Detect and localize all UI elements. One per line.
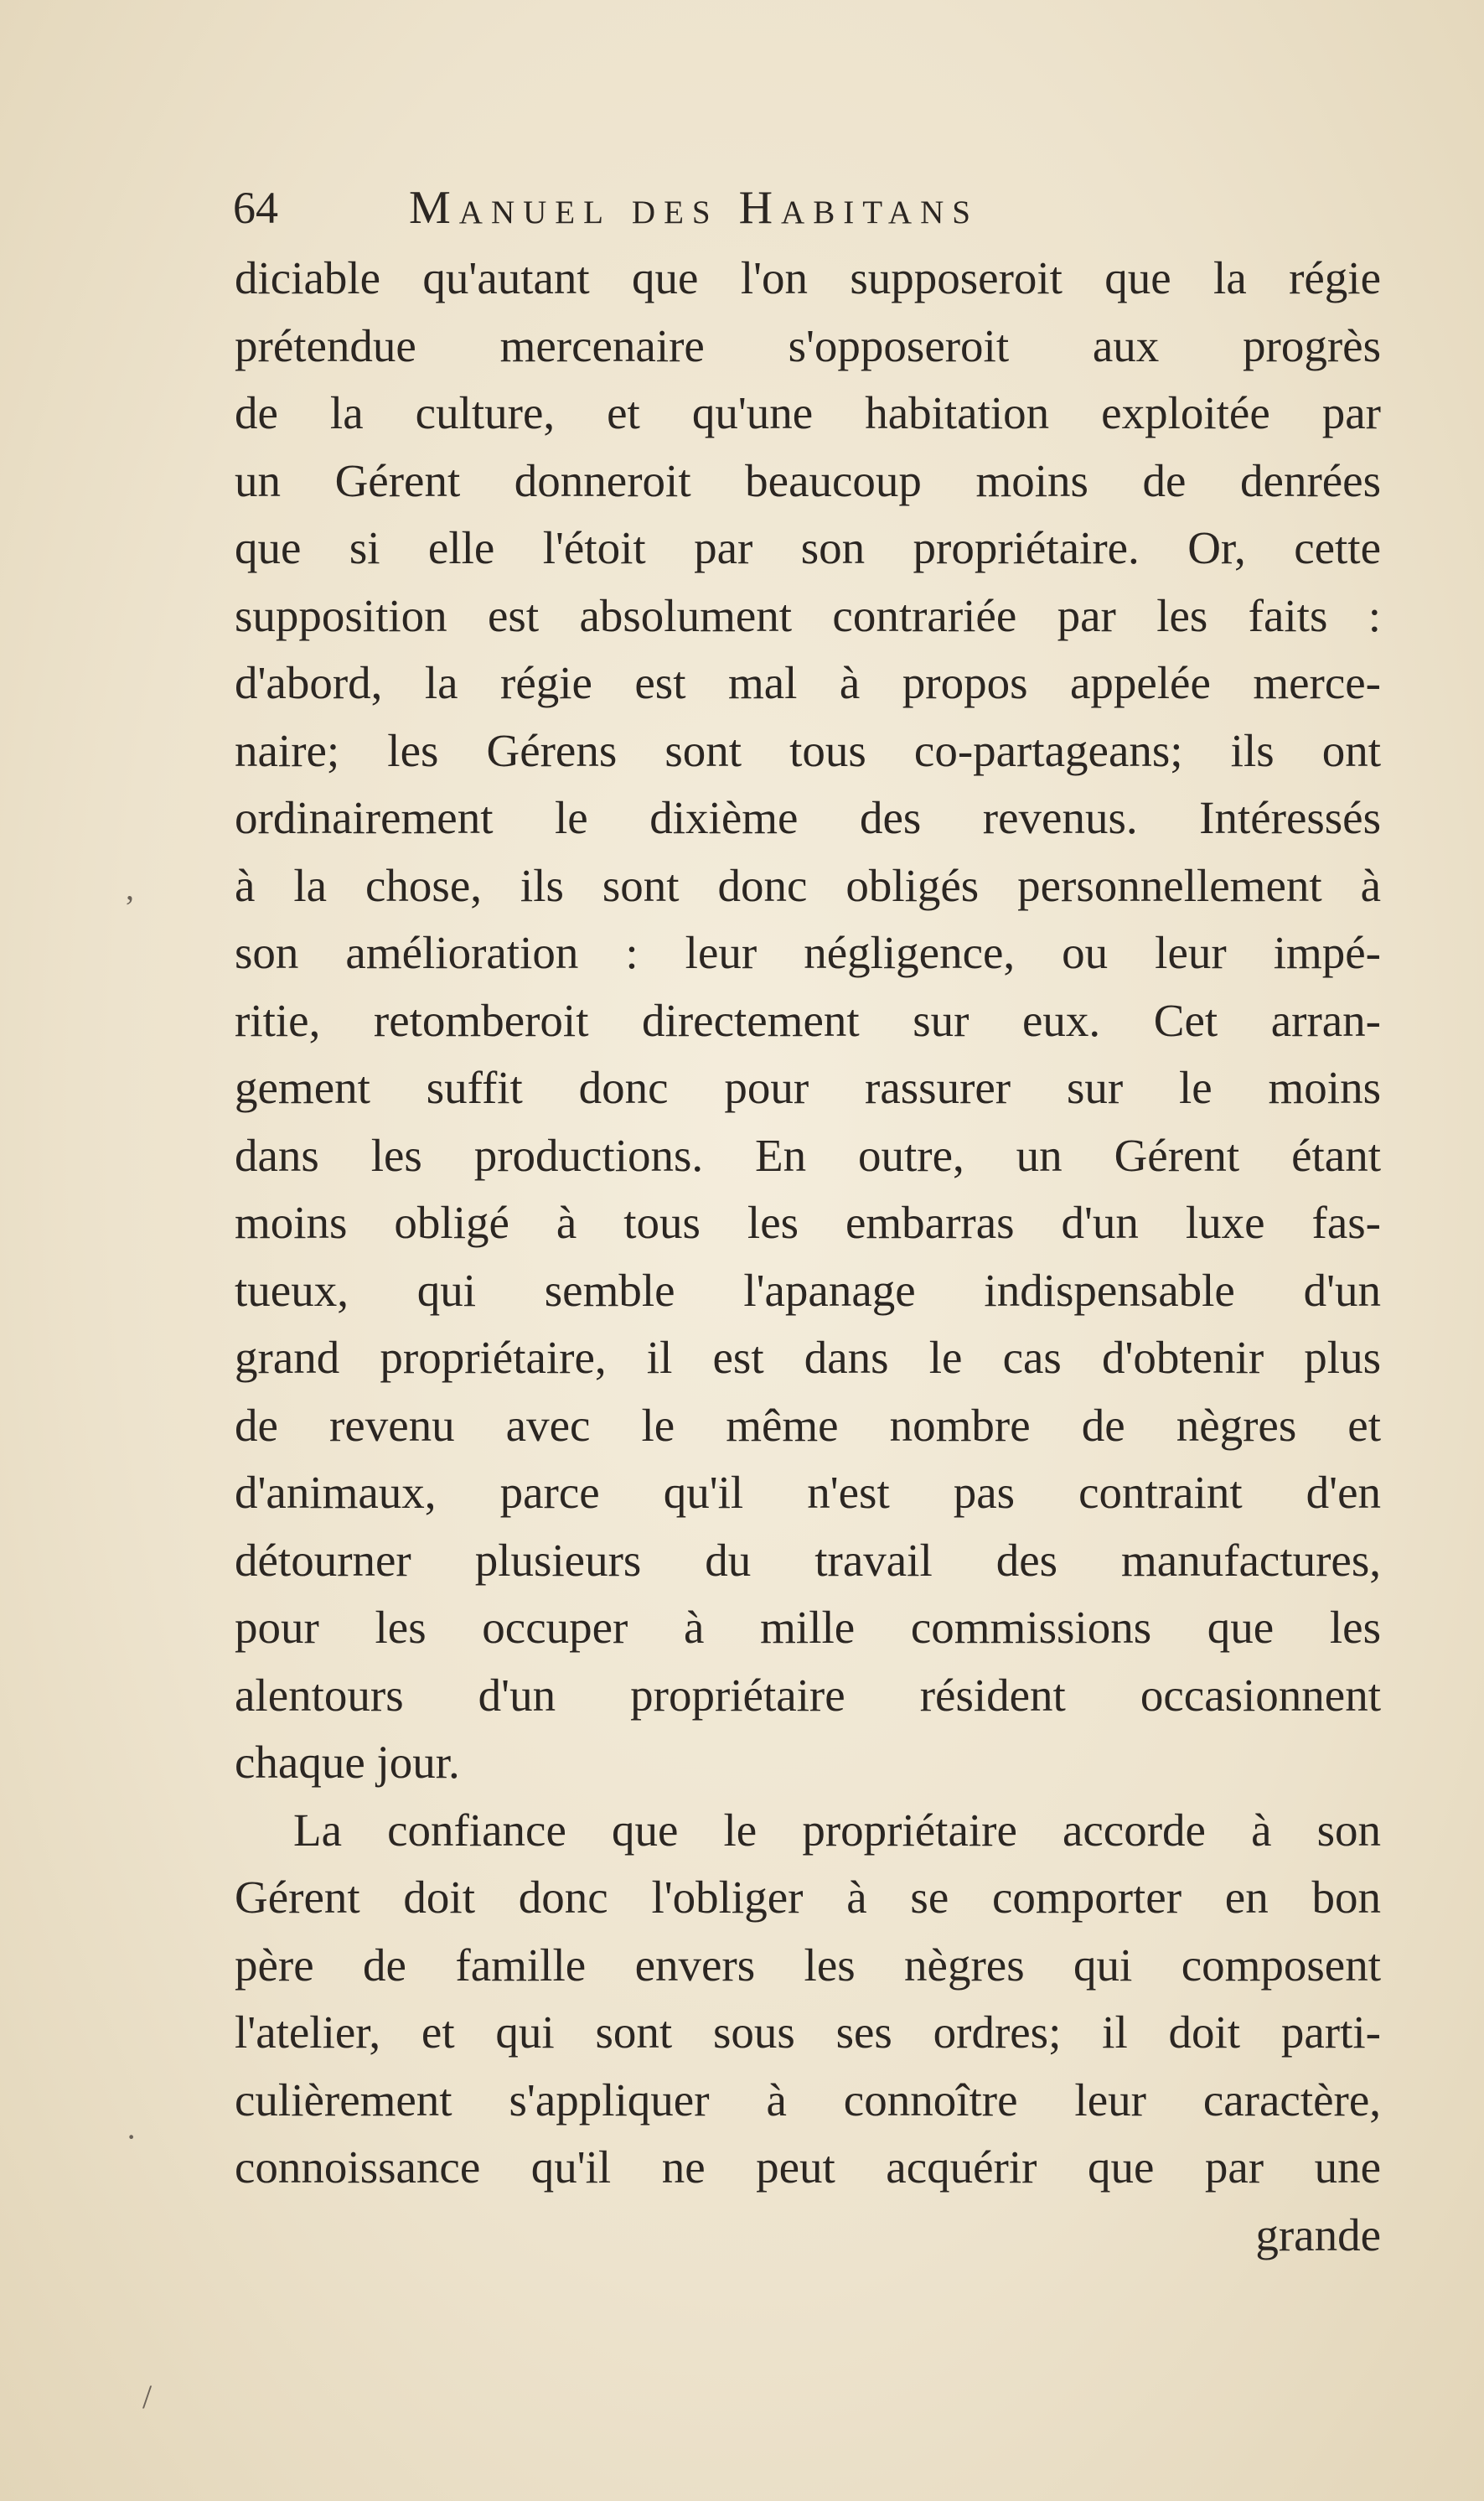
text-line: d'abord, la régie est mal à propos appelée merce- <box>235 657 1381 708</box>
margin-mark: · <box>126 2118 137 2156</box>
text-line: grand propriétaire, il est dans le cas d'obtenir plus <box>235 1332 1381 1383</box>
text-line: Gérent doit donc l'obliger à se comporter en bon <box>235 1872 1381 1923</box>
text-line: l'atelier, et qui sont sous ses ordres; il doit parti- <box>235 2006 1381 2058</box>
running-title: Manuel des Habitans <box>409 182 979 234</box>
text-line: père de famille envers les nègres qui composent <box>235 1939 1381 1991</box>
text-line: d'animaux, parce qu'il n'est pas contraint d'en <box>235 1467 1381 1518</box>
text-line: La confiance que le propriétaire accorde à son <box>293 1804 1381 1856</box>
text-line: prétendue mercenaire s'opposeroit aux progrès <box>235 319 1381 371</box>
text-line: dans les productions. En outre, un Gérent étant <box>235 1129 1381 1181</box>
text-block <box>235 245 1381 2269</box>
text-line: naire; les Gérens sont tous co-partageans; ils ont <box>235 724 1381 776</box>
margin-mark: / <box>142 2378 153 2416</box>
catchword: grande <box>1255 2208 1381 2260</box>
text-line: culièrement s'appliquer à connoître leur caractère, <box>235 2074 1381 2126</box>
text-line: connoissance qu'il ne peut acquérir que par une <box>235 2141 1381 2193</box>
text-line: un Gérent donneroit beaucoup moins de denrées <box>235 454 1381 506</box>
text-line: ritie, retomberoit directement sur eux. Cet arran- <box>235 994 1381 1046</box>
text-line: de revenu avec le même nombre de nègres et <box>235 1399 1381 1451</box>
text-line: tueux, qui semble l'apanage indispensable d'un <box>235 1264 1381 1316</box>
margin-mark: , <box>126 869 134 907</box>
paragraph-1 <box>235 245 1381 1797</box>
text-line: moins obligé à tous les embarras d'un luxe fas- <box>235 1197 1381 1248</box>
text-line: de la culture, et qu'une habitation exploitée par <box>235 387 1381 438</box>
text-line: chaque jour. <box>235 1737 460 1788</box>
text-line: diciable qu'autant que l'on supposeroit que la régie <box>235 252 1381 303</box>
text-line: alentours d'un propriétaire résident occasionnent <box>235 1669 1381 1721</box>
text-line: son amélioration : leur négligence, ou leur impé- <box>235 927 1381 978</box>
text-line: gement suffit donc pour rassurer sur le moins <box>235 1062 1381 1113</box>
running-head <box>233 174 1205 241</box>
paragraph-2 <box>235 1797 1381 2202</box>
text-line: ordinairement le dixième des revenus. Intéressés <box>235 792 1381 843</box>
text-line: que si elle l'étoit par son propriétaire. Or, cette <box>235 522 1381 573</box>
page-number: 64 <box>233 183 278 233</box>
text-line: pour les occuper à mille commissions que les <box>235 1602 1381 1653</box>
text-line: supposition est absolument contrariée par les faits : <box>235 589 1381 641</box>
text-line: à la chose, ils sont donc obligés personnellement à <box>235 859 1381 911</box>
text-line: détourner plusieurs du travail des manufactures, <box>235 1534 1381 1586</box>
